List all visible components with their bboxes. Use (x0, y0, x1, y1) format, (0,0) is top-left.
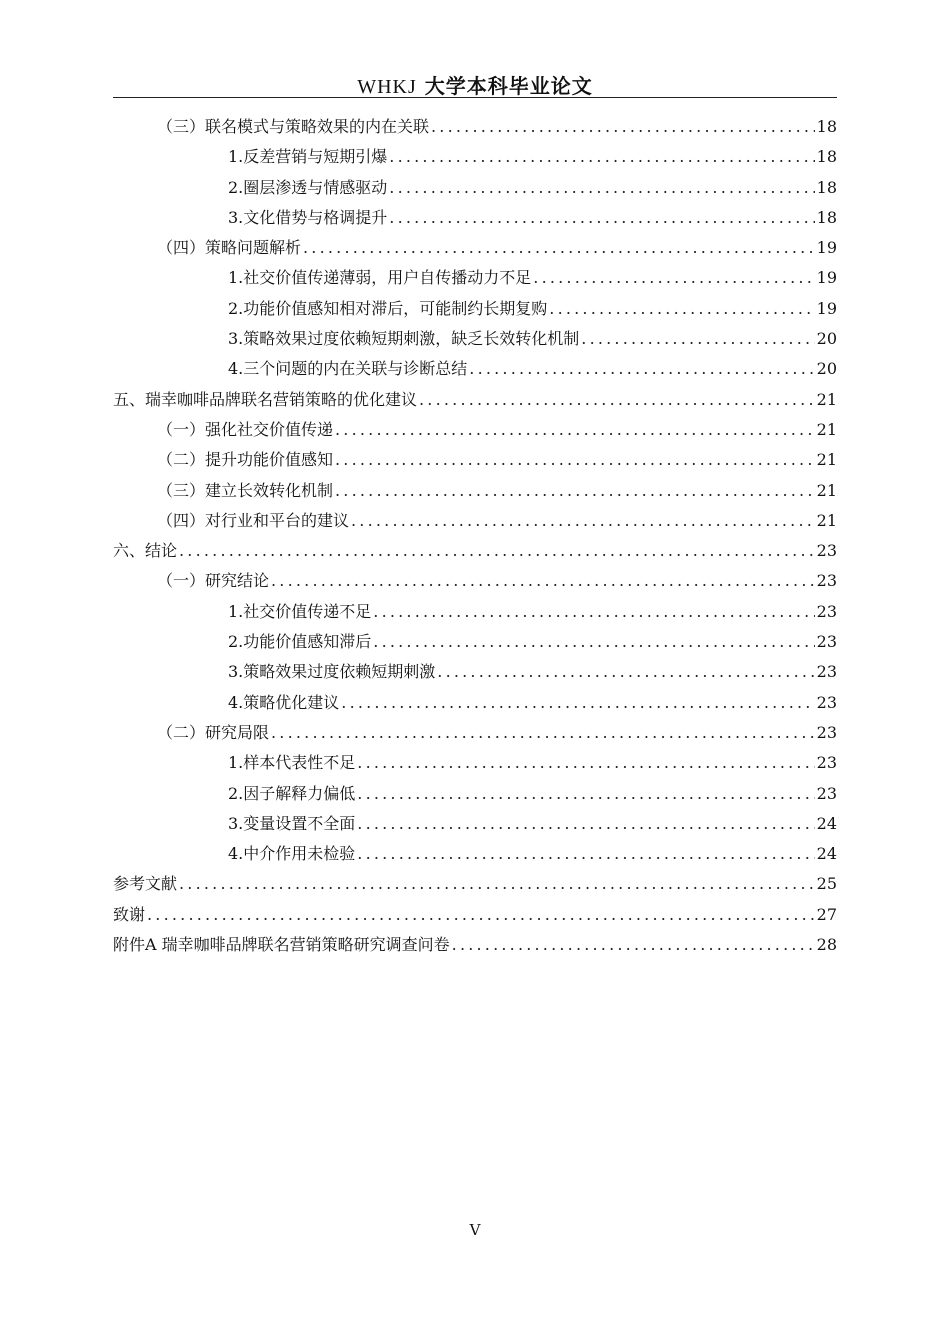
toc-dot-leader (357, 839, 814, 869)
toc-entry-page: 23 (816, 662, 837, 682)
toc-entry-page: 24 (816, 813, 837, 833)
toc-entry[interactable] (113, 142, 837, 172)
toc-entry[interactable] (113, 415, 837, 445)
page-number: V (469, 1221, 481, 1239)
toc-entry-page: 23 (816, 722, 837, 742)
toc-dot-leader (271, 718, 815, 748)
toc-entry-page: 23 (816, 571, 837, 591)
toc-entry-page: 18 (816, 117, 837, 136)
toc-dot-leader (335, 476, 815, 506)
toc-entry-label: 3.文化借势与格调提升 (228, 207, 388, 227)
toc-entry[interactable] (113, 476, 837, 506)
toc-entry-page: 23 (816, 692, 837, 712)
toc-entry[interactable] (113, 294, 837, 324)
toc-entry-page: 19 (816, 238, 837, 258)
toc-entry[interactable] (113, 506, 837, 536)
toc-entry-page: 18 (816, 207, 837, 227)
toc-entry[interactable] (113, 263, 837, 293)
toc-entry-page: 21 (816, 510, 837, 530)
toc-entry-label: 六、结论 (113, 541, 178, 561)
toc-entry-label: 1.社交价值传递薄弱，用户自传播动力不足 (228, 268, 532, 288)
toc-entry[interactable] (113, 324, 837, 354)
toc-entry-label: 1.社交价值传递不足 (228, 601, 372, 621)
toc-entry-label: （一）强化社交价值传递 (157, 419, 334, 439)
toc-dot-leader (335, 445, 815, 475)
toc-entry[interactable] (113, 112, 837, 142)
toc-entry[interactable] (113, 900, 837, 930)
toc-dot-leader (357, 748, 814, 778)
toc-dot-leader (389, 203, 814, 233)
toc-entry[interactable] (113, 627, 837, 657)
toc-entry-label: （四）策略问题解析 (157, 238, 302, 258)
toc-entry-page: 21 (816, 450, 837, 470)
toc-entry-label: （一）研究结论 (157, 571, 270, 591)
toc-entry[interactable] (113, 385, 837, 415)
toc-dot-leader (437, 657, 814, 687)
toc-dot-leader (335, 415, 815, 445)
toc-entry-page: 25 (816, 874, 837, 894)
toc-entry-label: 2.圈层渗透与情感驱动 (228, 177, 388, 197)
toc-entry-page: 21 (816, 419, 837, 439)
header-title: 大学本科毕业论文 (424, 74, 593, 98)
toc-entry-page: 24 (816, 844, 837, 864)
toc-dot-leader (357, 779, 814, 809)
toc-entry-label: 2.功能价值感知滞后 (228, 632, 372, 652)
toc-entry[interactable] (113, 203, 837, 233)
toc-dot-leader (341, 688, 814, 718)
toc-dot-leader (389, 142, 814, 172)
toc-entry-label: 3.策略效果过度依赖短期刺激 (228, 662, 436, 682)
toc-entry[interactable] (113, 718, 837, 748)
toc-entry-label: （二）提升功能价值感知 (157, 450, 334, 470)
toc-entry-page: 19 (816, 298, 837, 318)
toc-entry[interactable] (113, 809, 837, 839)
toc-dot-leader (373, 597, 814, 627)
toc-dot-leader (452, 930, 815, 960)
toc-entry-label: 2.因子解释力偏低 (228, 783, 356, 803)
toc-entry-page: 27 (816, 904, 837, 924)
toc-dot-leader (271, 566, 815, 596)
toc-dot-leader (549, 294, 814, 324)
toc-entry-label: 4.策略优化建议 (228, 692, 340, 712)
toc-entry-page: 23 (816, 541, 837, 561)
toc-dot-leader (179, 869, 815, 899)
toc-dot-leader (303, 233, 815, 263)
toc-entry-page: 23 (816, 783, 837, 803)
toc-entry-label: 参考文献 (113, 874, 178, 894)
toc-entry[interactable] (113, 657, 837, 687)
toc-dot-leader (373, 627, 814, 657)
toc-entry-label: 致谢 (113, 904, 146, 924)
toc-entry[interactable] (113, 688, 837, 718)
toc-entry-page: 21 (816, 389, 837, 409)
toc-entry-label: （三）联名模式与策略效果的内在关联 (157, 117, 430, 136)
toc-entry-page: 23 (816, 632, 837, 652)
toc-entry[interactable] (113, 839, 837, 869)
toc-entry[interactable] (113, 354, 837, 384)
toc-entry-page: 23 (816, 601, 837, 621)
toc-dot-leader (147, 900, 815, 930)
toc-entry-label: 1.反差营销与短期引爆 (228, 147, 388, 167)
toc-entry[interactable] (113, 779, 837, 809)
toc-entry-label: 附件A 瑞幸咖啡品牌联名营销策略研究调查问卷 (113, 935, 450, 955)
toc-entry[interactable] (113, 536, 837, 566)
header-rule (113, 97, 837, 98)
toc-entry-label: 五、瑞幸咖啡品牌联名营销策略的优化建议 (113, 389, 418, 409)
toc-entry-page: 28 (816, 935, 837, 955)
toc-entry[interactable] (113, 566, 837, 596)
toc-entry-label: 4.中介作用未检验 (228, 844, 356, 864)
header-institution-code: WHKJ (357, 76, 417, 98)
toc-entry-page: 18 (816, 177, 837, 197)
toc-entry[interactable] (113, 173, 837, 203)
toc-entry-page: 19 (816, 268, 837, 288)
toc-entry[interactable] (113, 445, 837, 475)
toc-entry[interactable] (113, 869, 837, 899)
toc-entry[interactable] (113, 597, 837, 627)
toc-entry-label: 2.功能价值感知相对滞后，可能制约长期复购 (228, 298, 548, 318)
toc-entry-page: 18 (816, 147, 837, 167)
toc-entry-page: 21 (816, 480, 837, 500)
toc-entry[interactable] (113, 930, 837, 960)
toc-dot-leader (389, 173, 814, 203)
toc-entry-label: 1.样本代表性不足 (228, 753, 356, 773)
toc-entry[interactable] (113, 233, 837, 263)
toc-entry-page: 20 (816, 329, 837, 349)
toc-dot-leader (533, 263, 814, 293)
toc-entry[interactable] (113, 748, 837, 778)
toc-entry-label: （二）研究局限 (157, 722, 270, 742)
toc-entry-page: 23 (816, 753, 837, 773)
toc-entry-page: 20 (816, 359, 837, 379)
toc-dot-leader (419, 385, 815, 415)
toc-dot-leader (431, 112, 815, 142)
toc-entry-label: 3.策略效果过度依赖短期刺激，缺乏长效转化机制 (228, 329, 580, 349)
toc-dot-leader (357, 809, 814, 839)
table-of-contents (113, 112, 837, 960)
toc-entry-label: 4.三个问题的内在关联与诊断总结 (228, 359, 468, 379)
toc-dot-leader (351, 506, 815, 536)
page-header (113, 70, 837, 98)
toc-entry-label: （三）建立长效转化机制 (157, 480, 334, 500)
toc-dot-leader (179, 536, 815, 566)
toc-dot-leader (581, 324, 814, 354)
toc-dot-leader (469, 354, 814, 384)
toc-entry-label: 3.变量设置不全面 (228, 813, 356, 833)
toc-entry-label: （四）对行业和平台的建议 (157, 510, 350, 530)
